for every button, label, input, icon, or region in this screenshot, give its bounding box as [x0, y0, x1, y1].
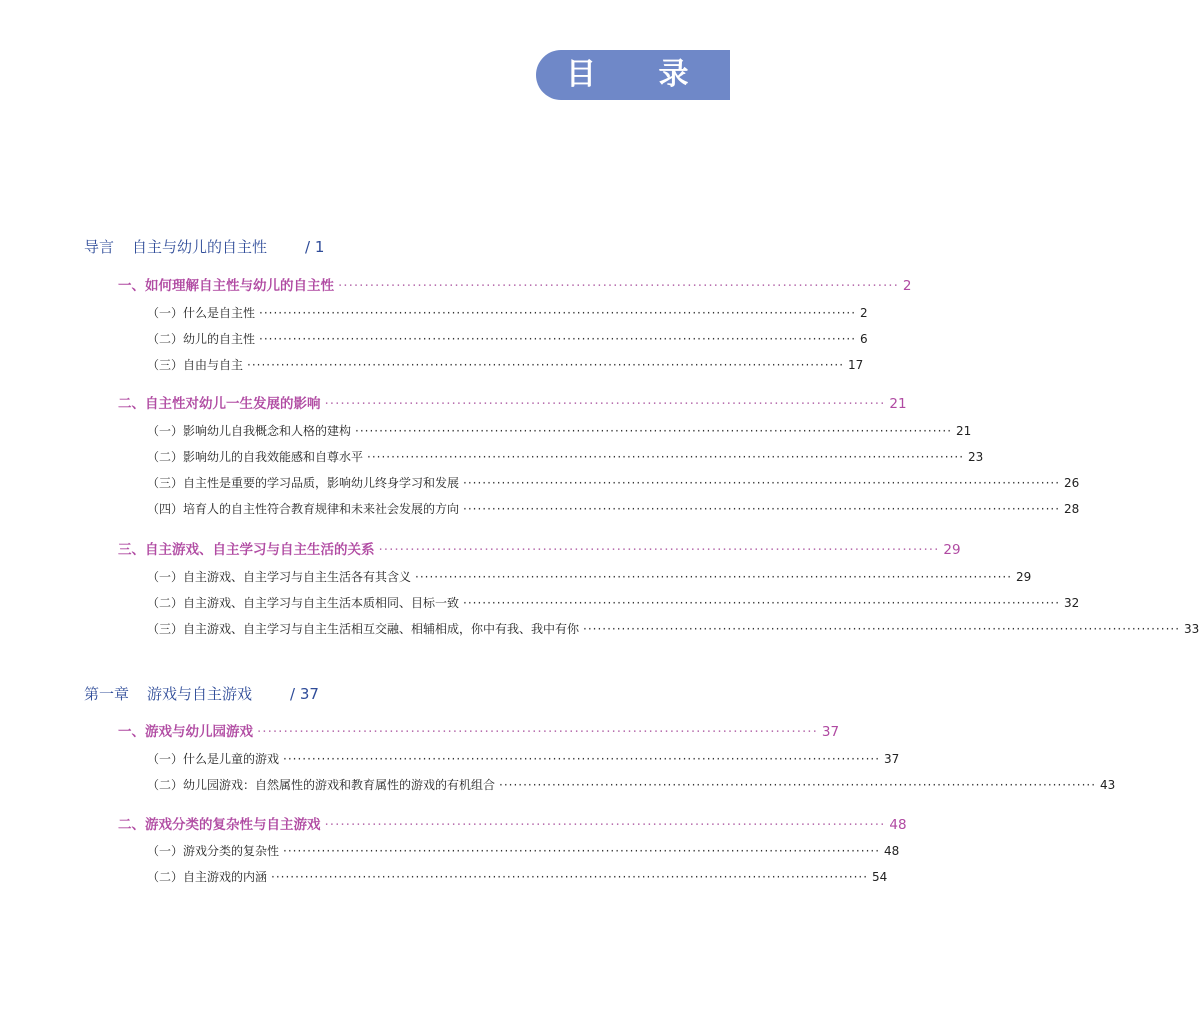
- toc-item[interactable]: [147, 568, 1032, 585]
- leader-dots: ····························································································································: [355, 424, 953, 438]
- item-label: （三）自主游戏、自主学习与自主生活相互交融、相辅相成，你中有我、我中有你: [147, 622, 580, 636]
- chapter-page: / 37: [290, 685, 319, 703]
- section-label: 二、自主性对幼儿一生发展的影响: [118, 396, 321, 412]
- section-page: 29: [943, 542, 961, 558]
- leader-dots: ····························································································································: [283, 844, 881, 858]
- item-page: 54: [872, 870, 888, 884]
- chapter-label: 导言: [84, 238, 115, 256]
- item-page: 37: [884, 752, 900, 766]
- leader-dots: ····························································································································: [271, 870, 869, 884]
- leader-dots: ····························································································································: [499, 778, 1097, 792]
- item-label: （二）幼儿的自主性: [147, 332, 256, 346]
- section-page: 48: [889, 817, 907, 833]
- leader-dots: ····························································································································: [415, 570, 1013, 584]
- item-page: 43: [1100, 778, 1116, 792]
- section-page: 2: [902, 278, 912, 294]
- toc-section[interactable]: [118, 720, 840, 740]
- section-label: 三、自主游戏、自主学习与自主生活的关系: [118, 542, 375, 558]
- leader-dots: ····························································································································: [463, 502, 1061, 516]
- leader-dots: ····························································································································: [367, 450, 965, 464]
- toc-item[interactable]: [147, 304, 868, 321]
- leader-dots: ··········································································································: [338, 278, 899, 294]
- chapter-heading[interactable]: [84, 683, 319, 704]
- toc-item[interactable]: [147, 422, 972, 439]
- toc-item[interactable]: [147, 500, 1080, 517]
- section-page: 37: [821, 724, 840, 740]
- item-page: 26: [1064, 476, 1080, 490]
- chapter-page: / 1: [305, 238, 325, 256]
- toc-section[interactable]: [118, 274, 912, 294]
- leader-dots: ····························································································································: [583, 622, 1181, 636]
- leader-dots: ····························································································································: [463, 476, 1061, 490]
- leader-dots: ··········································································································: [324, 817, 886, 833]
- leader-dots: ··········································································································: [324, 396, 886, 412]
- item-page: 2: [860, 306, 868, 320]
- item-label: （一）影响幼儿自我概念和人格的建构: [147, 424, 352, 438]
- item-page: 17: [848, 358, 864, 372]
- section-label: 二、游戏分类的复杂性与自主游戏: [118, 817, 321, 833]
- leader-dots: ····························································································································: [247, 358, 845, 372]
- section-label: 一、游戏与幼儿园游戏: [118, 724, 253, 740]
- toc-item[interactable]: [147, 594, 1080, 611]
- leader-dots: ··········································································································: [257, 724, 818, 740]
- leader-dots: ··········································································································: [378, 542, 940, 558]
- item-label: （一）游戏分类的复杂性: [147, 844, 280, 858]
- item-label: （三）自由与自主: [147, 358, 244, 372]
- item-label: （一）什么是儿童的游戏: [147, 752, 280, 766]
- toc-section[interactable]: [118, 392, 907, 412]
- item-page: 28: [1064, 502, 1080, 516]
- toc-section[interactable]: [118, 813, 907, 833]
- item-page: 21: [956, 424, 972, 438]
- chapter-label: 第一章: [84, 685, 130, 703]
- item-label: （一）自主游戏、自主学习与自主生活各有其含义: [147, 570, 412, 584]
- item-label: （二）幼儿园游戏：自然属性的游戏和教育属性的游戏的有机组合: [147, 778, 496, 792]
- item-label: （二）自主游戏、自主学习与自主生活本质相同、目标一致: [147, 596, 460, 610]
- item-label: （二）自主游戏的内涵: [147, 870, 268, 884]
- leader-dots: ····························································································································: [283, 752, 881, 766]
- item-label: （三）自主性是重要的学习品质，影响幼儿终身学习和发展: [147, 476, 460, 490]
- toc-item[interactable]: [147, 842, 900, 859]
- item-page: 32: [1064, 596, 1080, 610]
- item-label: （四）培育人的自主性符合教育规律和未来社会发展的方向: [147, 502, 460, 516]
- toc-item[interactable]: [147, 776, 1116, 793]
- chapter-title: 自主与幼儿的自主性: [132, 238, 268, 256]
- toc-item[interactable]: [147, 750, 900, 767]
- toc-item[interactable]: [147, 620, 1199, 637]
- leader-dots: ····························································································································: [259, 306, 857, 320]
- item-label: （二）影响幼儿的自我效能感和自尊水平: [147, 450, 364, 464]
- item-label: （一）什么是自主性: [147, 306, 256, 320]
- toc-section[interactable]: [118, 538, 961, 558]
- page-title: 目 录: [536, 50, 730, 100]
- chapter-heading[interactable]: [84, 236, 324, 257]
- section-label: 一、如何理解自主性与幼儿的自主性: [118, 278, 334, 294]
- item-page: 29: [1016, 570, 1032, 584]
- toc-item[interactable]: [147, 448, 984, 465]
- item-page: 6: [860, 332, 868, 346]
- item-page: 33: [1184, 622, 1199, 636]
- toc-item[interactable]: [147, 356, 864, 373]
- chapter-title: 游戏与自主游戏: [147, 685, 253, 703]
- toc-item[interactable]: [147, 474, 1080, 491]
- toc-item[interactable]: [147, 868, 888, 885]
- leader-dots: ····························································································································: [463, 596, 1061, 610]
- toc-item[interactable]: [147, 330, 868, 347]
- leader-dots: ····························································································································: [259, 332, 857, 346]
- section-page: 21: [889, 396, 907, 412]
- item-page: 48: [884, 844, 900, 858]
- item-page: 23: [968, 450, 984, 464]
